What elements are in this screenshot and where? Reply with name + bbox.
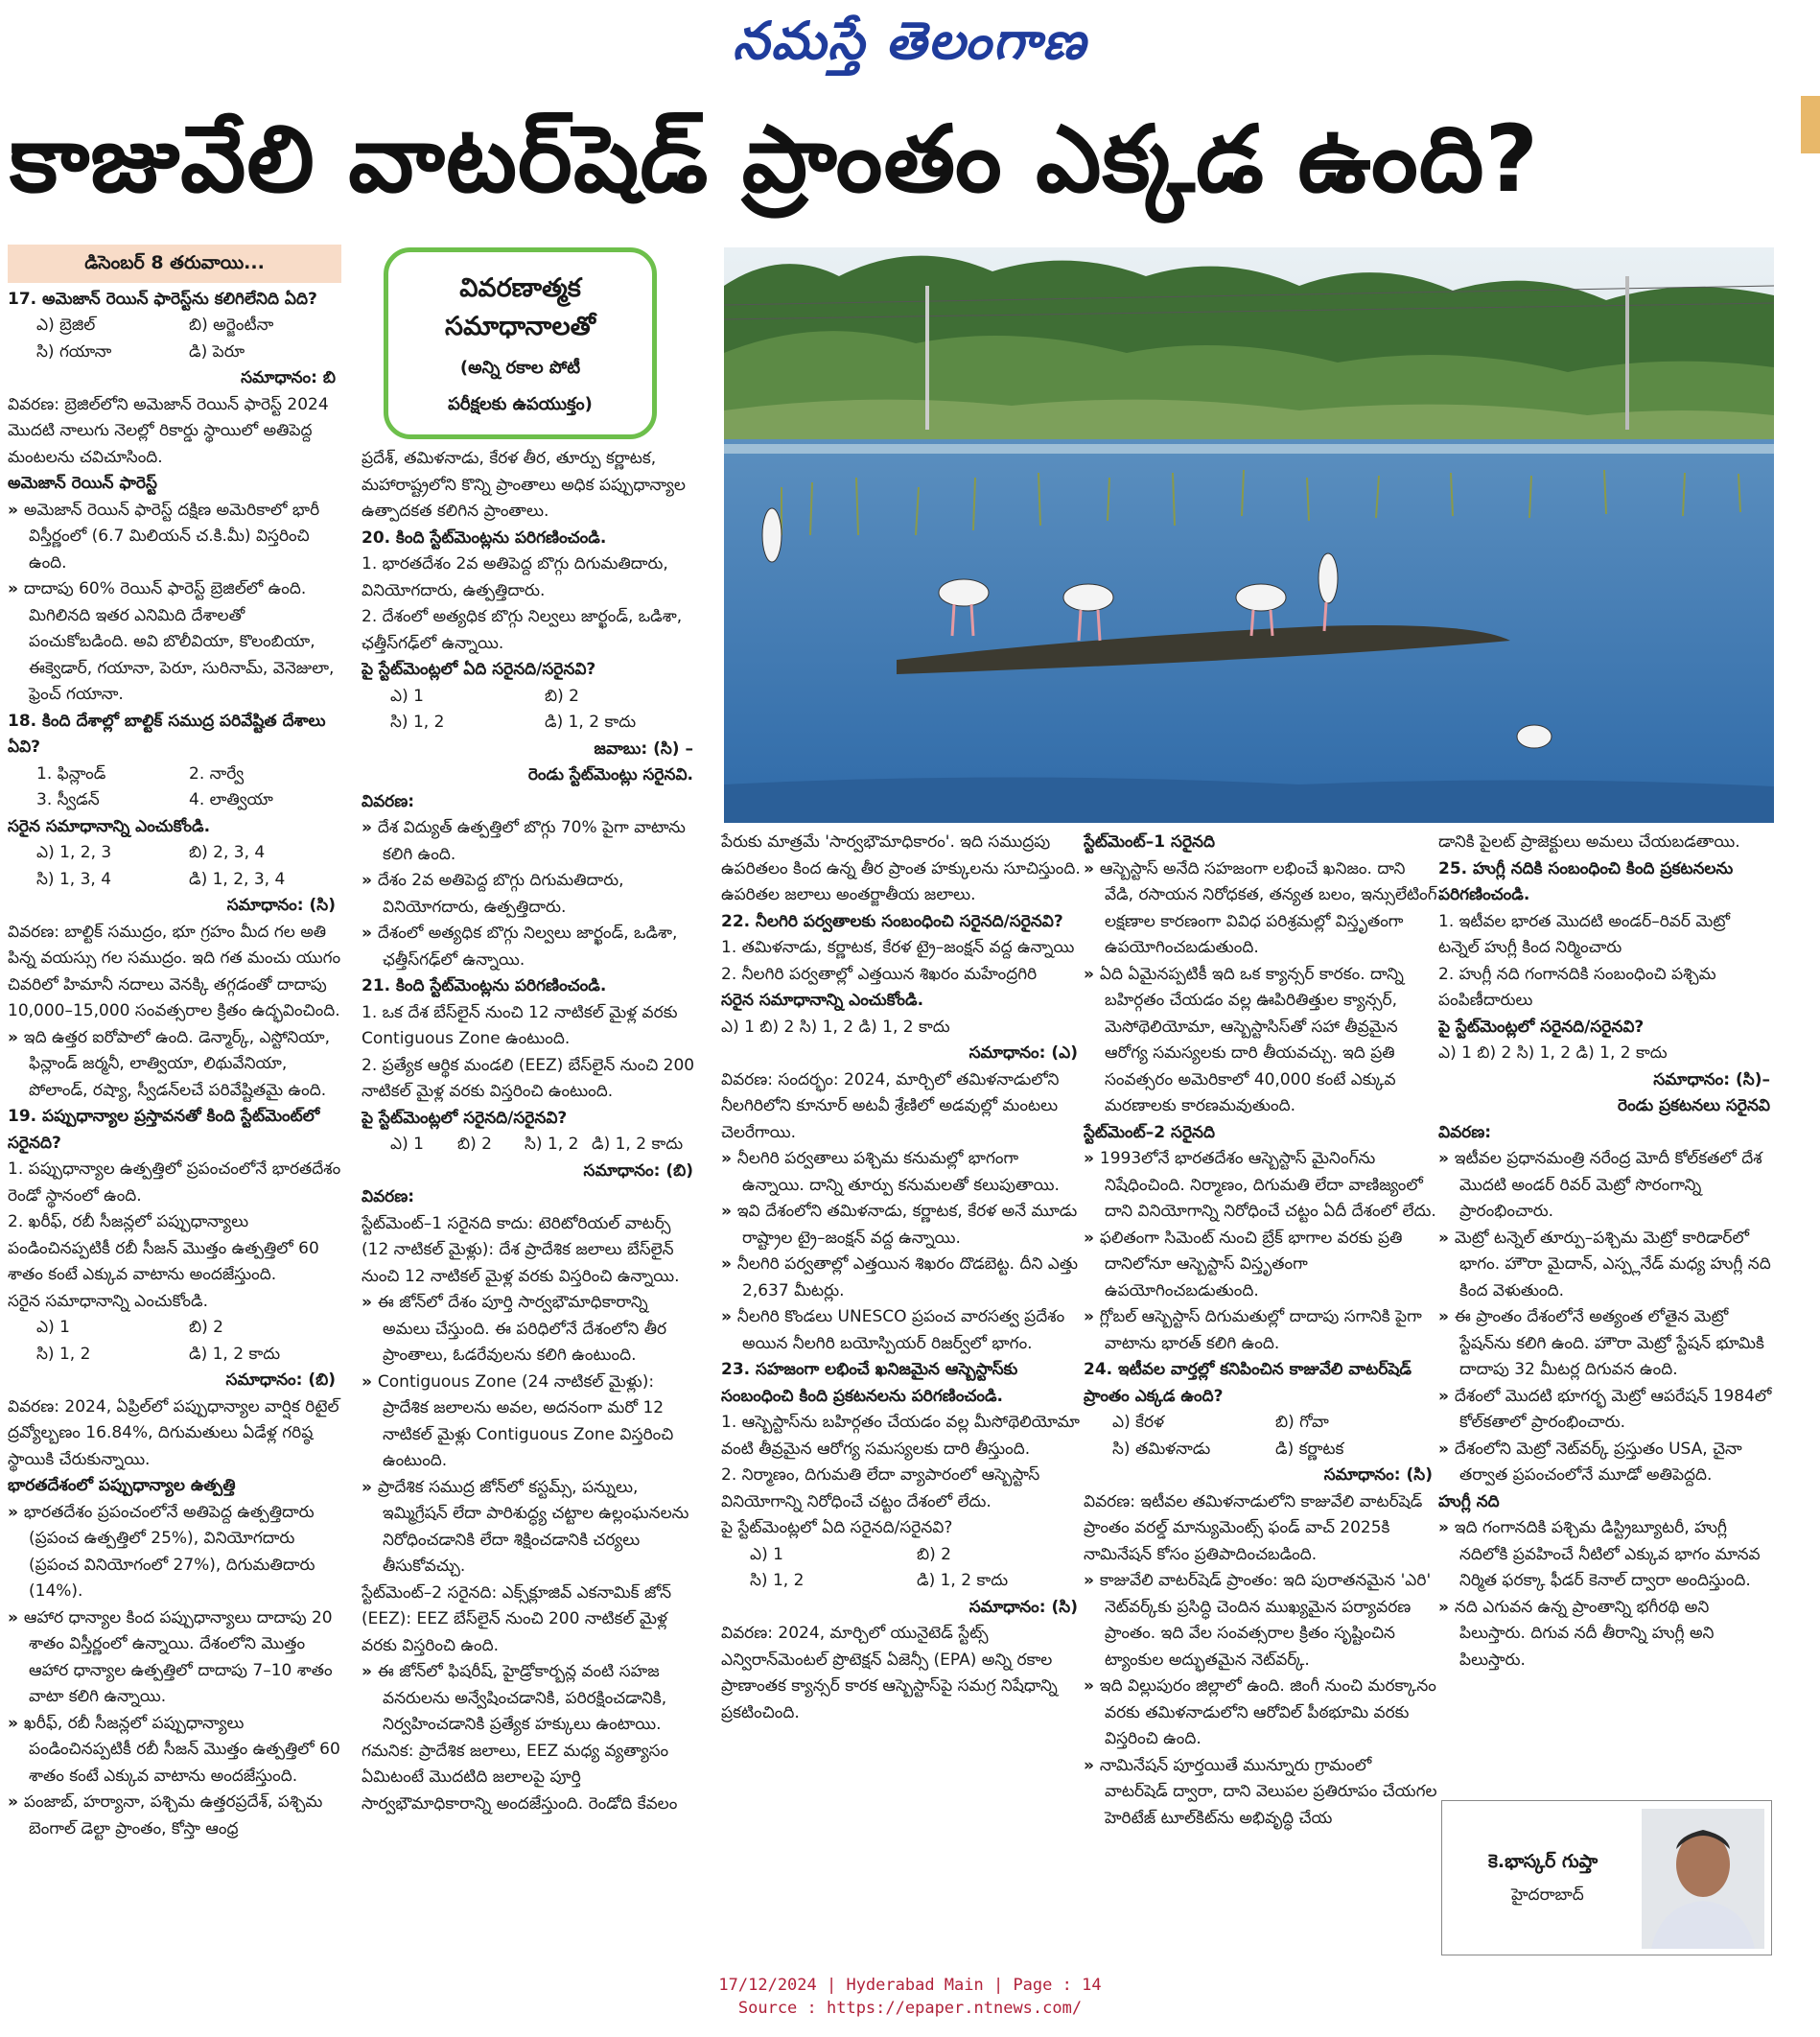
statement: 1. ఇటీవల భారత మొదటి అండర్–రివర్ మెట్రో టన్నెల్ హుగ్లీ కింద నిర్మించారు <box>1438 911 1731 957</box>
option: ఎ) బ్రెజిల్ <box>36 316 96 335</box>
author-box <box>1441 1800 1772 1955</box>
explanation: వివరణ: ఇటీవల తమిళనాడులోని కాజువేలి వాటర్‌షెడ్ ప్రాంతం వరల్డ్ మాన్యుమెంట్స్ ఫండ్ వాచ్ 2025కి నామినేషన్ కోసం ప్రతిపాదించబడింది. <box>1084 1491 1423 1564</box>
option: డి) కర్ణాటక <box>1275 1439 1344 1459</box>
bullet: » నీలగిరి కొండలు UNESCO ప్రపంచ వారసత్వ ప్రదేశం అయిన నీలగిరి బయోస్పియర్ రిజర్వ్‌లో భాగం. <box>721 1304 1084 1357</box>
option: బి) గోవా <box>1275 1413 1329 1432</box>
photo-illustration <box>724 247 1774 823</box>
bullet: » ప్రాదేశిక సముద్ర జోన్‌లో కస్టమ్స్, పన్నులు, ఇమ్మిగ్రేషన్ లేదా పారిశుద్ధ్య చట్టాల ఉల్లంఘనలను నిరోధించడానికి లేదా శిక్షించడానికి చర్యలు తీసుకోవచ్చు. <box>362 1475 699 1580</box>
question-prompt: పై స్టేట్‌మెంట్లలో సరైనది/సరైనవి? <box>1438 1017 1645 1037</box>
option: ఎ) 1 <box>390 1135 424 1154</box>
box-line-1: వివరణాత్మక <box>459 273 581 303</box>
box-line-2: సమాధానాలతో <box>445 312 595 341</box>
option: సి) 1, 2 <box>390 713 445 732</box>
continued-text: ప్రదేశ్, తమిళనాడు, కేరళ తీర, తూర్పు కర్ణాటక, మహారాష్ట్రలోని కొన్ని ప్రాంతాలు అధిక పప్పుధాన్యాల ఉత్పాదకత కలిగిన ప్రాంతాలు. <box>362 449 686 521</box>
option: సి) గయానా <box>36 341 112 362</box>
options-line: ఎ) 1 బి) 2 సి) 1, 2 డి) 1, 2 కాదు <box>721 1017 950 1037</box>
answer-detail: రెండు ప్రకటనలు సరైనవి <box>1618 1096 1770 1115</box>
statement: 2. నీలగిరి పర్వతాల్లో ఎత్తయిన శిఖరం మహేంద్రగిరి <box>721 964 1038 984</box>
answer-detail: రెండు స్టేట్‌మెంట్లు సరైనవి. <box>527 765 693 784</box>
answer: సమాధానం: (సి)– <box>1653 1069 1770 1089</box>
option: ఎ) 1 <box>390 686 424 706</box>
explanation-label: వివరణ: <box>1438 1122 1492 1142</box>
column-3 <box>721 830 1084 1947</box>
q19-options <box>8 1315 341 1368</box>
statement-explanation: స్టేట్‌మెంట్–1 సరైనది కాదు: టెరిటోరియల్ వాటర్స్ (12 నాటికల్ మైళ్లు): దేశ ప్రాదేశిక జలాలు బేస్‌లైన్ నుంచి 12 నాటికల్ మైళ్ల వరకు విస్తరించి ఉన్నాయి. <box>362 1213 680 1286</box>
option: సి) 1, 2 <box>525 1135 579 1154</box>
box-line-3: (అన్ని రకాల పోటీ <box>459 358 581 378</box>
bullet: » ఏది ఏమైనప్పటికీ ఇది ఒక క్యాన్సర్ కారకం. దాన్ని బహిర్గతం చేయడం వల్ల ఊపిరితిత్తుల క్యాన్సర్, మెసోథెలియోమా, ఆస్బెస్టాసిస్‌తో సహా తీవ్రమైన ఆరోగ్య సమస్యలకు దారి తీయవచ్చు. ఇది ప్రతి సంవత్సరం అమెరికాలో 40,000 కంటే ఎక్కువ మరణాలకు కారణమవుతుంది. <box>1084 962 1438 1120</box>
author-name: కె.భాస్కర్ గుప్తా <box>1488 1851 1598 1872</box>
bullet: » ఖరీఫ్, రబీ సీజన్లలో పప్పుధాన్యాలు పండించినప్పటికీ రబీ సీజన్ మొత్తం ఉత్పత్తిలో 60 శాతం కంటే ఎక్కువ వాటాను అందజేస్తుంది. <box>8 1711 341 1791</box>
bullet: » దాదాపు 60% రెయిన్ ఫారెస్ట్ బ్రెజిల్‌లో ఉంది. మిగిలినది ఇతర ఎనిమిది దేశాలతో పంచుకోబడింది. అవి బొలీవియా, కొలంబియా, ఈక్వెడార్, గయానా, పెరూ, సురినామ్, వెనెజులా, ఫ్రెంచ్ గయానా. <box>8 576 341 709</box>
side-strip <box>1801 96 1820 153</box>
question-prompt: పై స్టేట్‌మెంట్లలో ఏది సరైనది/సరైనవి? <box>362 660 596 679</box>
bullet: » దేశంలో మొదటి భూగర్భ మెట్రో ఆపరేషన్ 1984లో కోల్‌కతాలో ప్రారంభించారు. <box>1438 1384 1776 1437</box>
choose-prompt: సరైన సమాధానాన్ని ఎంచుకోండి. <box>8 1291 208 1311</box>
question-19: 19. పప్పుధాన్యాల ప్రస్తావనతో కింది స్టేట్‌మెంట్‌లో సరైనది? <box>8 1107 320 1153</box>
option: 1. ఫిన్లాండ్ <box>36 763 106 784</box>
option: ఎ) కేరళ <box>1112 1413 1165 1432</box>
bullet: » ఆస్బెస్టాస్ అనేది సహజంగా లభించే ఖనిజం. దాని వేడి, రసాయన నిరోధకత, తన్యత బలం, ఇన్సులేటింగ్ లక్షణాల కారణంగా వివిధ పరిశ్రమల్లో విస్తృతంగా ఉపయోగించబడుతుంది. <box>1084 856 1438 962</box>
question-20: 20. కింది స్టేట్‌మెంట్లను పరిగణించండి. <box>362 527 607 548</box>
statement: 1. ఆస్బెస్టాస్‌ను బహిర్గతం చేయడం వల్ల మీసోథెలియోమా వంటి తీవ్రమైన ఆరోగ్య సమస్యలకు దారి తీస్తుంది. <box>721 1413 1080 1459</box>
answer: సమాధానం: (సి) <box>1323 1465 1433 1485</box>
question-17: 17. అమెజాన్ రెయిన్ ఫారెస్ట్‌ను కలిగిలేనిది ఏది? <box>8 289 317 309</box>
detailed-answers-box <box>384 247 657 439</box>
answer: సమాధానం: (బి) <box>583 1160 693 1181</box>
statement: 2. దేశంలో అత్యధిక బొగ్గు నిల్వలు జార్ఖండ్, ఒడిశా, ఛత్తీస్‌గఢ్‌లో ఉన్నాయి. <box>362 607 683 653</box>
subheading: హుగ్లీ నది <box>1438 1491 1500 1511</box>
explanation-label: వివరణ: <box>362 1187 415 1206</box>
bullet: » ఈ జోన్‌లో దేశం పూర్తి సార్వభౌమాధికారాన్ని అమలు చేస్తుంది. ఈ పరిధిలోనే దేశంలోని తీర ప్రాంతాలు, ఓడరేవులను కలిగి ఉంటుంది. <box>362 1290 699 1370</box>
author-photo <box>1642 1809 1764 1949</box>
author-portrait-icon <box>1642 1809 1764 1949</box>
choose-prompt: సరైన సమాధానాన్ని ఎంచుకోండి. <box>721 991 924 1010</box>
bullet: » నీలగిరి పర్వతాల్లో ఎత్తయిన శిఖరం దొడబెట్ట. దీని ఎత్తు 2,637 మీటర్లు. <box>721 1252 1084 1304</box>
author-city: హైదరాబాద్ <box>1511 1885 1584 1905</box>
option: బి) 2 <box>917 1544 951 1564</box>
subheading: స్టేట్‌మెంట్–2 సరైనది <box>1084 1122 1215 1142</box>
choose-prompt: సరైన సమాధానాన్ని ఎంచుకోండి. <box>8 816 211 836</box>
q24-options <box>1084 1410 1438 1463</box>
question-prompt: పై స్టేట్‌మెంట్లలో సరైనది/సరైనవి? <box>362 1108 568 1128</box>
explanation: వివరణ: 2024, మార్చిలో యునైటెడ్ స్టేట్స్ ఎన్విరాన్‌మెంటల్ ప్రొటెక్షన్ ఏజెన్సీ (EPA) అన్ని రకాల ప్రాణాంతక క్యాన్సర్ కారక ఆస్బెస్టాస్‌పై సమగ్ర నిషేధాన్ని ప్రకటించింది. <box>721 1624 1058 1722</box>
option: 3. స్వీడన్ <box>36 790 100 809</box>
question-22: 22. నీలగిరి పర్వతాలకు సంబంధించి సరైనది/సరైనవి? <box>721 911 1063 931</box>
bullet: » దేశంలో అత్యధిక బొగ్గు నిల్వలు జార్ఖండ్, ఒడిశా, ఛత్తీస్‌గఢ్‌లో ఉన్నాయి. <box>362 921 699 973</box>
source-link[interactable]: Source : https://epaper.ntnews.com/ <box>737 1999 1083 2018</box>
page-info: 17/12/2024 | Hyderabad Main | Page : 14 <box>718 1976 1102 1995</box>
option: బి) 2, 3, 4 <box>189 843 266 862</box>
q21-options <box>362 1132 699 1159</box>
continued-text: డానికి పైలట్ ప్రాజెక్టులు అమలు చేయబడతాయి. <box>1438 832 1740 852</box>
q18-options <box>8 840 341 893</box>
option: సి) 1, 2 <box>750 1571 805 1590</box>
statement: 1. ఒక దేశ బేస్‌లైన్ నుంచి 12 నాటికల్ మైళ్ల వరకు Contiguous Zone ఉంటుంది. <box>362 1002 678 1048</box>
answer: సమాధానం: (ఎ) <box>968 1043 1078 1063</box>
masthead: నమస్తే తెలంగాణ <box>733 10 1087 71</box>
question-prompt: పై స్టేట్‌మెంట్లలో ఏది సరైనది/సరైనవి? <box>721 1518 953 1537</box>
box-line-4: పరీక్షలకు ఉపయుక్తం) <box>448 394 593 414</box>
continued-banner: డిసెంబర్ 8 తరువాయి... <box>8 245 341 283</box>
bullet: » ఆహార ధాన్యాల కింద పప్పుధాన్యాలు దాదాపు 20 శాతం విస్తీర్ణంలో ఉన్నాయి. దేశంలోని మొత్తం ఆహార ధాన్యాల ఉత్పత్తిలో దాదాపు 7–10 శాతం వాటా కలిగి ఉన్నాయి. <box>8 1605 341 1711</box>
column-5 <box>1438 830 1776 1798</box>
bullet: » నామినేషన్ పూర్తయితే మున్నూరు గ్రామంలో వాటర్‌షెడ్ ద్వారా, దాని వెలుపల ప్రతిరూపం చేయగల హెరిటేజ్ టూల్‌కిట్‌ను అభివృద్ధి చేయ <box>1084 1753 1438 1833</box>
statement: 2. హుగ్లీ నది గంగానదికి సంబంధించి పశ్చిమ పంపిణీదారులు <box>1438 964 1716 1010</box>
answer: సమాధానం: (బి) <box>225 1370 336 1390</box>
bullet: » అమెజాన్ రెయిన్ ఫారెస్ట్ దక్షిణ అమెరికాలో భారీ విస్తీర్ణంలో (6.7 మిలియన్ చ.కి.మీ) విస్తరించి ఉంది. <box>8 498 341 577</box>
subheading: అమెజాన్ రెయిన్ ఫారెస్ట్ <box>8 474 157 493</box>
bullet: » కాజువేలి వాటర్‌షెడ్ ప్రాంతం: ఇది పురాతనమైన 'ఎరి' నెట్‌వర్క్‌కు ప్రసిద్ధి చెందిన ముఖ్యమైన పర్యావరణ ప్రాంతం. ఇది వేల సంవత్సరాల క్రితం సృష్టించిన ట్యాంకుల అద్భుతమైన నెట్‌వర్క్. <box>1084 1568 1438 1674</box>
option: ఎ) 1 <box>36 1318 70 1337</box>
option: బి) 2 <box>545 686 579 706</box>
answer: సమాధానం: బి <box>241 368 336 387</box>
question-18: 18. కింది దేశాల్లో బాల్టిక్ సముద్ర పరివేష్టిత దేశాలు ఏవి? <box>8 711 326 757</box>
bullet: » ఈ ప్రాంతం దేశంలోనే అత్యంత లోతైన మెట్రో స్టేషన్‌ను కలిగి ఉంది. హౌరా మెట్రో స్టేషన్ భూమికి దాదాపు 32 మీటర్ల దిగువన ఉంది. <box>1438 1304 1776 1384</box>
question-25: 25. హుగ్లీ నదికి సంబంధించి కింది ప్రకటనలను పరిగణించండి. <box>1438 858 1734 904</box>
options-line: ఎ) 1 బి) 2 సి) 1, 2 డి) 1, 2 కాదు <box>1438 1043 1668 1063</box>
bullet: » దేశం 2వ అతిపెద్ద బొగ్గు దిగుమతిదారు, వినియోగదారు, ఉత్పత్తిదారు. <box>362 868 699 921</box>
option: ఎ) 1 <box>750 1544 783 1564</box>
statement: 1. పప్పుధాన్యాల ఉత్పత్తిలో ప్రపంచంలోనే భారతదేశం రెండో స్థానంలో ఉంది. <box>8 1159 341 1206</box>
option: డి) 1, 2 కాదు <box>917 1571 1009 1590</box>
bullet: » ఇది విల్లుపురం జిల్లాలో ఉంది. జింగీ నుంచి మరక్కానం వరకు తమిళనాడులోని ఆరోవిల్ పీఠభూమి వరకు విస్తరించి ఉంది. <box>1084 1674 1438 1753</box>
answer: సమాధానం: (సి) <box>968 1597 1078 1617</box>
option: సి) 1, 2 <box>36 1344 91 1364</box>
bullet: » 1993లోనే భారతదేశం ఆస్బెస్టాస్ మైనింగ్‌ను నిషేధించింది. నిర్మాణం, దిగుమతి లేదా వాణిజ్యంలో దాని వినియోగాన్ని నిరోధించే చట్టం ఏదీ దేశంలో లేదు. <box>1084 1146 1438 1226</box>
question-23: 23. సహజంగా లభించే ఖనిజమైన ఆస్బెస్టాస్‌కు సంబంధించి కింది ప్రకటనలను పరిగణించండి. <box>721 1360 1018 1406</box>
answer: జవాబు: (సి) – <box>594 738 693 759</box>
option: బి) 2 <box>457 1135 492 1154</box>
q18-statements <box>8 761 341 814</box>
option: సి) తమిళనాడు <box>1112 1439 1211 1459</box>
headline: కాజువేలి వాటర్‌షెడ్ ప్రాంతం ఎక్కడ ఉంది? <box>10 105 1540 213</box>
explanation: వివరణ: 2024, ఏప్రిల్‌లో పప్పుధాన్యాల వార్షిక రిటైల్ ద్రవ్యోల్బణం 16.84%, దిగుమతులు ఏడేళ్ల గరిష్ఠ స్థాయికి చేరుకున్నాయి. <box>8 1396 339 1469</box>
bullet: » Contiguous Zone (24 నాటికల్ మైళ్లు): ప్రాదేశిక జలాలను అవల, అదనంగా మరో 12 నాటికల్ మైళ్లు Contiguous Zone విస్తరించి ఉంటుంది. <box>362 1370 699 1475</box>
option: డి) 1, 2, 3, 4 <box>189 869 286 889</box>
option: డి) 1, 2 కాదు <box>545 713 637 732</box>
column-2 <box>362 446 699 1947</box>
bullet: » భారతదేశం ప్రపంచంలోనే అతిపెద్ద ఉత్పత్తిదారు (ప్రపంచ ఉత్పత్తిలో 25%), వినియోగదారు (ప్రపంచ వినియోగంలో 27%), దిగుమతిదారు (14%). <box>8 1500 341 1605</box>
option: 2. నార్వే <box>189 763 245 784</box>
lake-birds-photo <box>724 247 1774 823</box>
bullet: » ఈ జోన్‌లో ఫిషరీష్, హైడ్రోకార్బన్ల వంటి సహజ వనరులను అన్వేషించడానికి, పరిరక్షించడానికి, నిర్వహించడానికి ప్రత్యేక హక్కులు ఉంటాయి. <box>362 1659 699 1739</box>
statement: 1. భారతదేశం 2వ అతిపెద్ద బొగ్గు దిగుమతిదారు, వినియోగదారు, ఉత్పత్తిదారు. <box>362 554 668 600</box>
bullet: » మెట్రో టన్నెల్ తూర్పు–పశ్చిమ మెట్రో కారిడార్‌లో భాగం. హౌరా మైదాన్, ఎస్ప్లనేడ్ మధ్య హుగ్లీ నది కింద వెళుతుంది. <box>1438 1226 1776 1305</box>
subheading: స్టేట్‌మెంట్–1 సరైనది <box>1084 832 1215 852</box>
footer <box>0 1974 1820 2020</box>
statement: 2. నిర్మాణం, దిగుమతి లేదా వ్యాపారంలో ఆస్బెస్టాస్ వినియోగాన్ని నిరోధించే చట్టం దేశంలో లేదు. <box>721 1465 1040 1511</box>
option: డి) 1, 2 కాదు <box>189 1344 281 1364</box>
explanation: వివరణ: బాల్టిక్ సముద్రం, భూ గ్రహం మీద గల అతి పిన్న వయస్సు గల సముద్రం. ఇది గత మంచు యుగం చివరిలో హిమానీ నదాలు వెనక్కి తగ్గడంతో దాదాపు 10,000–15,000 సంవత్సరాల క్రితం ఉద్భవించింది. <box>8 922 341 1020</box>
answer: సమాధానం: (సి) <box>226 896 336 915</box>
question-24: 24. ఇటీవల వార్తల్లో కనిపించిన కాజువేలి వాటర్‌షెడ్ ప్రాంతం ఎక్కడ ఉంది? <box>1084 1360 1412 1406</box>
statement: 2. ప్రత్యేక ఆర్థిక మండలి (EEZ) బేస్‌లైన్ నుంచి 200 నాటికల్ మైళ్ల వరకు విస్తరించి ఉంటుంది. <box>362 1055 695 1101</box>
bullet: » ఇవి దేశంలోని తమిళనాడు, కర్ణాటక, కేరళ అనే మూడు రాష్ట్రాల ట్రై–జంక్షన్ వద్ద ఉన్నాయి. <box>721 1199 1084 1252</box>
question-21: 21. కింది స్టేట్‌మెంట్లను పరిగణించండి. <box>362 976 607 995</box>
bullet: » ఇది గంగానదికి పశ్చిమ డిస్ట్రిబ్యూటరీ, హుగ్లీ నదిలోకి ప్రవహించే నీటిలో ఎక్కువ భాగం మానవ నిర్మిత ఫరక్కా ఫీడర్ కెనాల్ ద్వారా అందిస్తుంది. <box>1438 1515 1776 1595</box>
column-4 <box>1084 830 1438 1947</box>
subheading: భారతదేశంలో పప్పుధాన్యాల ఉత్పత్తి <box>8 1476 236 1495</box>
bullet: » ఫలితంగా సిమెంట్ నుంచి బ్రేక్ భాగాల వరకు ప్రతి దానిలోనూ ఆస్బెస్టాస్ విస్తృతంగా ఉపయోగించబడుతుంది. <box>1084 1226 1438 1305</box>
note: గమనిక: ప్రాదేశిక జలాలు, EEZ మధ్య వ్యత్యాసం ఏమిటంటే మొదటిది జలాలపై పూర్తి సార్వభౌమాధికారాన్ని అందజేస్తుంది. రెండోది కేవలం <box>362 1741 678 1814</box>
option: డి) 1, 2 కాదు <box>592 1135 684 1154</box>
option: డి) పెరూ <box>189 341 245 362</box>
explanation-label: వివరణ: <box>362 791 415 811</box>
option: ఎ) 1, 2, 3 <box>36 843 112 862</box>
bullet: » ఇటీవల ప్రధానమంత్రి నరేంద్ర మోదీ కోల్‌కతలో దేశ మొదటి అండర్ రివర్ మెట్రో సొరంగాన్ని ప్రారంభించారు. <box>1438 1146 1776 1226</box>
bullet: » నది ఎగువన ఉన్న ప్రాంతాన్ని భగీరథి అని పిలుస్తారు. దిగువ నదీ తీరాన్ని హుగ్లీ అని పిలుస్తారు. <box>1438 1595 1776 1674</box>
statement-explanation: స్టేట్‌మెంట్–2 సరైనది: ఎక్స్‌క్లూజివ్ ఎకనామిక్ జోన్ (EEZ): EEZ బేస్‌లైన్ నుంచి 200 నాటికల్ మైళ్ల వరకు విస్తరించి ఉంది. <box>362 1582 672 1655</box>
bullet: » పంజాబ్, హర్యానా, పశ్చిమ ఉత్తరప్రదేశ్, పశ్చిమ బెంగాల్ డెల్టా ప్రాంతం, కోస్తా ఆంధ్ర <box>8 1790 341 1842</box>
option: సి) 1, 3, 4 <box>36 869 112 889</box>
option: 4. లాత్వియా <box>189 790 273 809</box>
explanation: వివరణ: సందర్భం: 2024, మార్చిలో తమిళనాడులోని నీలగిరిలోని కూనూర్ అటవీ శ్రేణిలో అడవుల్లో మంటలు చెలరేగాయి. <box>721 1069 1060 1142</box>
option: బి) అర్జెంటీనా <box>189 316 274 335</box>
option: బి) 2 <box>189 1318 223 1337</box>
statement: 2. ఖరీఫ్, రబీ సీజన్లలో పప్పుధాన్యాలు పండించినప్పటికీ రబీ సీజన్ మొత్తం ఉత్పత్తిలో 60 శాతం కంటే ఎక్కువ వాటాను అందజేస్తుంది. <box>8 1212 319 1284</box>
bullet: » గ్లోబల్ ఆస్బెస్టాస్ దిగుమతుల్లో దాదాపు సగానికి పైగా వాటాను భారత్ కలిగి ఉంది. <box>1084 1304 1438 1357</box>
bullet: » దేశంలోని మెట్రో నెట్‌వర్క్ ప్రస్తుతం USA, చైనా తర్వాత ప్రపంచంలోనే మూడో అతిపెద్దది. <box>1438 1437 1776 1489</box>
statement: 1. తమిళనాడు, కర్ణాటక, కేరళ ట్రై–జంక్షన్ వద్ద ఉన్నాయి <box>721 938 1075 957</box>
bullet: » నీలగిరి పర్వతాలు పశ్చిమ కనుమల్లో భాగంగా ఉన్నాయి. దాన్ని తూర్పు కనుమలతో కలుపుతాయి. <box>721 1146 1084 1199</box>
column-1 <box>8 245 341 1947</box>
q20-options <box>362 684 699 737</box>
explanation: వివరణ: బ్రెజిల్‌లోని అమెజాన్ రెయిన్ ఫారెస్ట్ 2024 మొదటి నాలుగు నెలల్లో రికార్డు స్థాయిలో అతిపెద్ద మంటలను చవిచూసింది. <box>8 394 329 467</box>
bullet: » దేశ విద్యుత్ ఉత్పత్తిలో బొగ్గు 70% పైగా వాటాను కలిగి ఉంది. <box>362 815 699 868</box>
q17-options <box>8 313 341 365</box>
continued-text: పేరుకు మాత్రమే 'సార్వభౌమాధికారం'. ఇది సముద్రపు ఉపరితలం కింద ఉన్న తీర ప్రాంత హక్కులను సూచిస్తుంది. ఉపరితల జలాలు అంతర్జాతీయ జలాలు. <box>721 832 1081 904</box>
bullet: » ఇది ఉత్తర ఐరోపాలో ఉంది. డెన్మార్క్, ఎస్టోనియా, ఫిన్లాండ్ జర్మనీ, లాత్వియా, లిథువేనియా, పోలాండ్, రష్యా, స్వీడన్‌లచే పరివేష్టితమై ఉంది. <box>8 1025 341 1105</box>
q23-options <box>721 1542 1084 1595</box>
